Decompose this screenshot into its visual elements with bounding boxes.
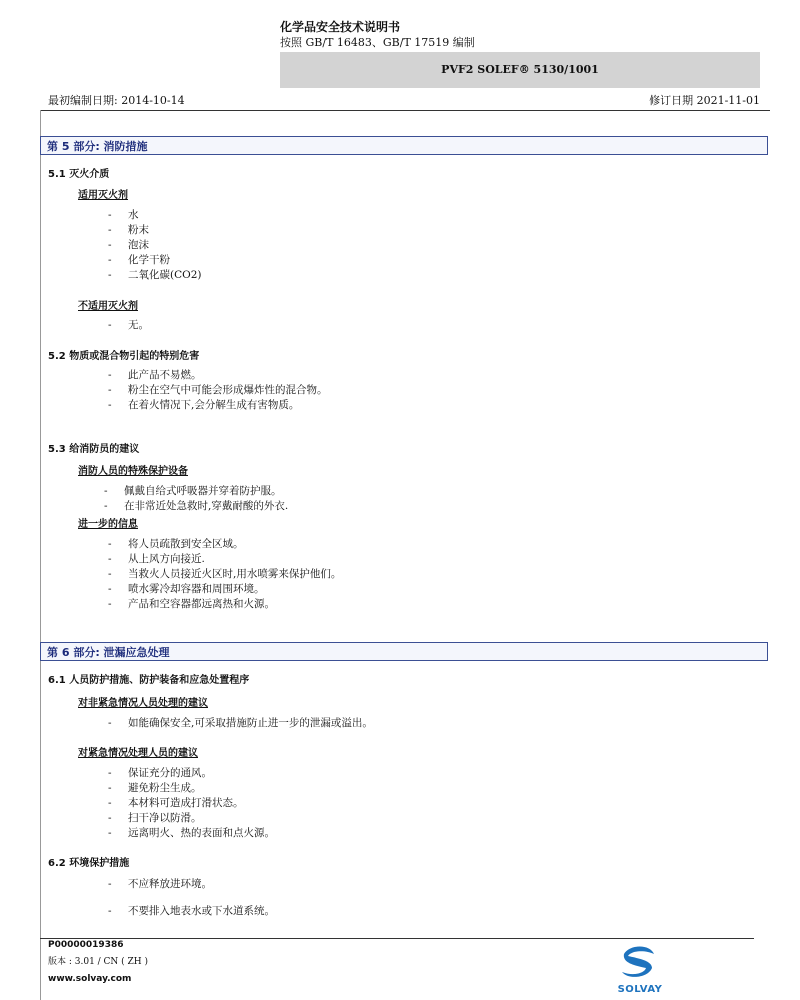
list-item: - 此产品不易燃。 <box>108 369 202 381</box>
special-hazards-list <box>108 368 328 413</box>
firefighter-ppe-list <box>104 484 288 514</box>
subsection-6-1-heading: 6.1 人员防护措施、防护装备和应急处置程序 <box>48 675 250 686</box>
section-5-title: 第 5 部分: 消防措施 <box>40 136 768 155</box>
further-info-label: 进一步的信息 <box>78 519 138 530</box>
list-item: - 保证充分的通风。 <box>108 767 212 779</box>
list-item: - 扫干净以防滑。 <box>108 812 202 824</box>
section-6-title: 第 6 部分: 泄漏应急处理 <box>40 642 768 661</box>
solvay-logo-text: SOLVAY <box>617 984 663 995</box>
list-item: - 本材料可造成打滑状态。 <box>108 797 244 809</box>
product-name-box: PVF2 SOLEF® 5130/1001 <box>280 52 760 88</box>
document-code: P00000019386 <box>48 940 124 950</box>
header-divider <box>40 110 770 111</box>
subsection-5-2-heading: 5.2 物质或混合物引起的特别危害 <box>48 351 200 362</box>
footer-divider <box>40 938 754 939</box>
revision-date: 修订日期 2021-11-01 <box>649 94 760 107</box>
subsection-6-2-heading: 6.2 环境保护措施 <box>48 858 130 869</box>
list-item: - 水 <box>108 209 139 221</box>
document-title: 化学品安全技术说明书 <box>280 20 401 34</box>
suitable-media-label: 适用灭火剂 <box>78 190 128 201</box>
subsection-5-1-heading: 5.1 灭火介质 <box>48 169 110 180</box>
list-item: - 将人员疏散到安全区域。 <box>108 538 244 550</box>
document-subtitle: 按照 GB/T 16483、GB/T 17519 编制 <box>280 36 475 49</box>
left-margin-line <box>40 110 41 1000</box>
suitable-media-list <box>108 208 202 283</box>
list-item: - 如能确保安全,可采取措施防止进一步的泄漏或溢出。 <box>108 717 373 729</box>
list-item: - 当救火人员接近火区时,用水喷雾来保护他们。 <box>108 568 342 580</box>
emergency-responder-list <box>108 766 275 841</box>
environment-precautions-list <box>108 877 275 919</box>
emergency-responder-label: 对紧急情况处理人员的建议 <box>78 748 198 759</box>
list-item: - 不应释放进环境。 <box>108 878 212 890</box>
solvay-s-icon <box>612 940 668 984</box>
firefighter-ppe-label: 消防人员的特殊保护设备 <box>78 466 188 477</box>
non-emergency-label: 对非紧急情况人员处理的建议 <box>78 698 208 709</box>
list-item: - 二氧化碳(CO2) <box>108 269 202 281</box>
website-link[interactable]: www.solvay.com <box>48 974 132 984</box>
list-item: - 从上风方向接近. <box>108 553 205 565</box>
further-info-list <box>108 537 341 612</box>
list-item: - 产品和空容器都远离热和火源。 <box>108 598 275 610</box>
document-version: 版本 : 3.01 / CN ( ZH ) <box>48 957 149 967</box>
unsuitable-media-list <box>108 318 149 333</box>
list-item: - 在非常近处急救时,穿戴耐酸的外衣. <box>104 500 289 512</box>
list-item: - 不要排入地表水或下水道系统。 <box>108 905 275 917</box>
list-item: - 远离明火、热的表面和点火源。 <box>108 827 275 839</box>
list-item: - 泡沫 <box>108 239 149 251</box>
list-item: - 佩戴自给式呼吸器并穿着防护服。 <box>104 485 282 497</box>
list-item: - 无。 <box>108 319 149 331</box>
non-emergency-list <box>108 716 373 731</box>
first-edition-date: 最初编制日期: 2014-10-14 <box>48 94 185 107</box>
unsuitable-media-label: 不适用灭火剂 <box>78 301 138 312</box>
list-item: - 粉末 <box>108 224 149 236</box>
list-item: - 避免粉尘生成。 <box>108 782 202 794</box>
list-item: - 粉尘在空气中可能会形成爆炸性的混合物。 <box>108 384 328 396</box>
list-item: - 在着火情况下,会分解生成有害物质。 <box>108 399 300 411</box>
list-item: - 喷水雾冷却容器和周围环境。 <box>108 583 265 595</box>
subsection-5-3-heading: 5.3 给消防员的建议 <box>48 444 140 455</box>
list-item: - 化学干粉 <box>108 254 170 266</box>
solvay-logo <box>612 940 668 998</box>
